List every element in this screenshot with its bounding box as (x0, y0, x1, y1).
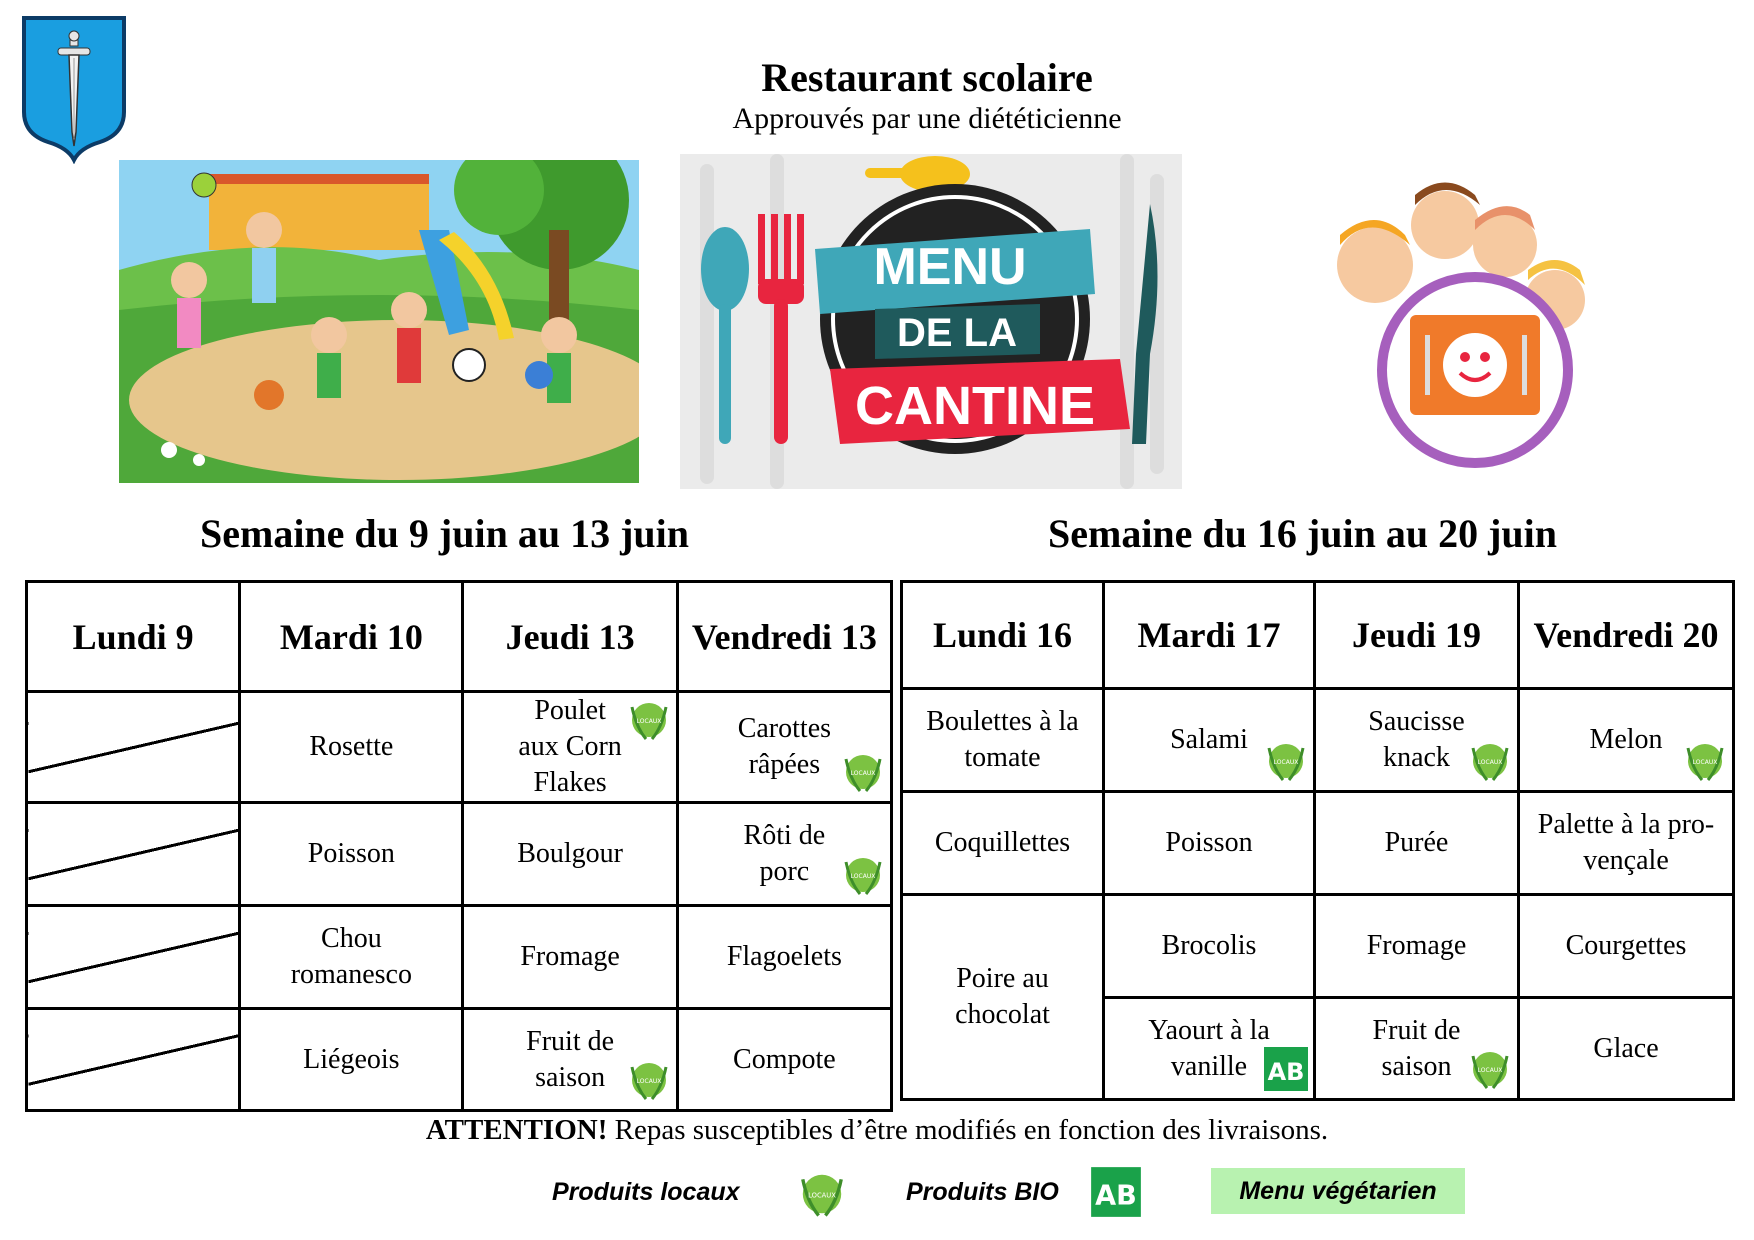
svg-text:LOCAUX: LOCAUX (1477, 1067, 1503, 1074)
dish-cell: Melon LOCAUX (1519, 689, 1734, 792)
local-product-icon (1467, 1046, 1513, 1092)
kids-plate-illustration (1300, 175, 1640, 485)
local-product-icon (626, 697, 672, 743)
week2-day-header: Lundi 16 (902, 582, 1104, 689)
svg-text:LOCAUX: LOCAUX (808, 1191, 836, 1200)
dish-cell: Palette à la pro-vençale (1519, 792, 1734, 895)
svg-text:LOCAUX: LOCAUX (636, 1078, 662, 1085)
table-row (27, 1009, 892, 1111)
svg-text:LOCAUX: LOCAUX (1273, 759, 1299, 766)
dish-cell: Fruit de saison LOCAUX (1315, 998, 1519, 1100)
svg-text:LOCAUX: LOCAUX (850, 873, 876, 880)
dish-cell: Fruit de saison LOCAUX (463, 1009, 677, 1111)
dish-cell: Compote (677, 1009, 891, 1111)
dish-cell: Chou romanesco (240, 906, 463, 1009)
table-row (27, 803, 892, 906)
empty-cell (27, 906, 240, 1009)
week2-day-header: Mardi 17 (1104, 582, 1315, 689)
dish-cell: Salami LOCAUX (1104, 689, 1315, 792)
legend-local-label: Produits locaux (552, 1178, 740, 1206)
legend-bio-icon (1090, 1166, 1142, 1218)
attention-note (0, 1114, 1754, 1147)
menu-cantine-illustration (680, 154, 1182, 489)
dish-cell: Flagoelets (677, 906, 891, 1009)
legend-vegetarian-label: Menu végétarien (1211, 1168, 1465, 1214)
dish-cell: Yaourt à la vanille AB (1104, 998, 1315, 1100)
week1-menu-table (25, 580, 893, 1112)
menu-image-line-2: DE LA (897, 311, 1017, 355)
page-title: Restaurant scolaire (761, 55, 1093, 100)
dish-cell: Poire au chocolat (902, 895, 1104, 1100)
dish-cell: Poulet aux Corn Flakes LOCAUX (463, 692, 677, 803)
attention-text: Repas susceptibles d’être modifiés en fonction des livraisons. (607, 1114, 1329, 1146)
dish-cell: Carottes râpées LOCAUX (677, 692, 891, 803)
dish-cell: Liégeois (240, 1009, 463, 1111)
week1-day-header: Vendredi 13 (677, 582, 891, 692)
svg-text:AB: AB (1267, 1058, 1305, 1086)
dish-cell: Purée (1315, 792, 1519, 895)
empty-cell (27, 803, 240, 906)
menu-image-line-3: CANTINE (855, 376, 1095, 436)
dish-cell: Coquillettes (902, 792, 1104, 895)
local-product-icon (1263, 738, 1309, 784)
dish-cell: Saucisse knack LOCAUX (1315, 689, 1519, 792)
table-row (902, 895, 1734, 998)
dish-cell: Rosette (240, 692, 463, 803)
week2-title: Semaine du 16 juin au 20 juin (1048, 511, 1558, 556)
week2-day-header: Vendredi 20 (1519, 582, 1734, 689)
week1-day-header: Lundi 9 (27, 582, 240, 692)
dish-cell: Brocolis (1104, 895, 1315, 998)
dish-cell: Fromage (463, 906, 677, 1009)
week1-title: Semaine du 9 juin au 13 juin (200, 511, 690, 556)
table-row (902, 689, 1734, 792)
local-product-icon (840, 852, 886, 898)
table-row (27, 692, 892, 803)
dish-cell: Glace (1519, 998, 1734, 1100)
local-product-icon (1467, 738, 1513, 784)
dish-cell: Poisson (240, 803, 463, 906)
local-product-icon (840, 749, 886, 795)
dish-cell: Boulettes à la tomate (902, 689, 1104, 792)
legend-local-icon (794, 1168, 850, 1220)
week1-day-header: Mardi 10 (240, 582, 463, 692)
week2-header-row (902, 582, 1734, 689)
bio-product-icon (1263, 1046, 1309, 1092)
table-row (902, 792, 1734, 895)
dish-cell: Boulgour (463, 803, 677, 906)
week2-menu-table (900, 580, 1735, 1101)
menu-image-line-1: MENU (873, 238, 1027, 296)
svg-text:LOCAUX: LOCAUX (850, 770, 876, 777)
attention-label: ATTENTION! (425, 1114, 608, 1146)
playground-illustration (119, 160, 639, 483)
svg-text:LOCAUX: LOCAUX (636, 718, 662, 725)
svg-text:LOCAUX: LOCAUX (1477, 759, 1503, 766)
week1-header-row (27, 582, 892, 692)
svg-text:LOCAUX: LOCAUX (1692, 759, 1718, 766)
week1-day-header: Jeudi 13 (463, 582, 677, 692)
week2-day-header: Jeudi 19 (1315, 582, 1519, 689)
legend-bio-label: Produits BIO (906, 1178, 1059, 1206)
empty-cell (27, 1009, 240, 1111)
empty-cell (27, 692, 240, 803)
svg-text:AB: AB (1095, 1180, 1137, 1212)
dish-cell: Fromage (1315, 895, 1519, 998)
dish-cell: Rôti de porc LOCAUX (677, 803, 891, 906)
dish-cell: Poisson (1104, 792, 1315, 895)
local-product-icon (1682, 738, 1728, 784)
local-product-icon (626, 1057, 672, 1103)
table-row (27, 906, 892, 1009)
page-subtitle: Approuvés par une diététicienne (732, 102, 1122, 135)
dish-cell: Courgettes (1519, 895, 1734, 998)
